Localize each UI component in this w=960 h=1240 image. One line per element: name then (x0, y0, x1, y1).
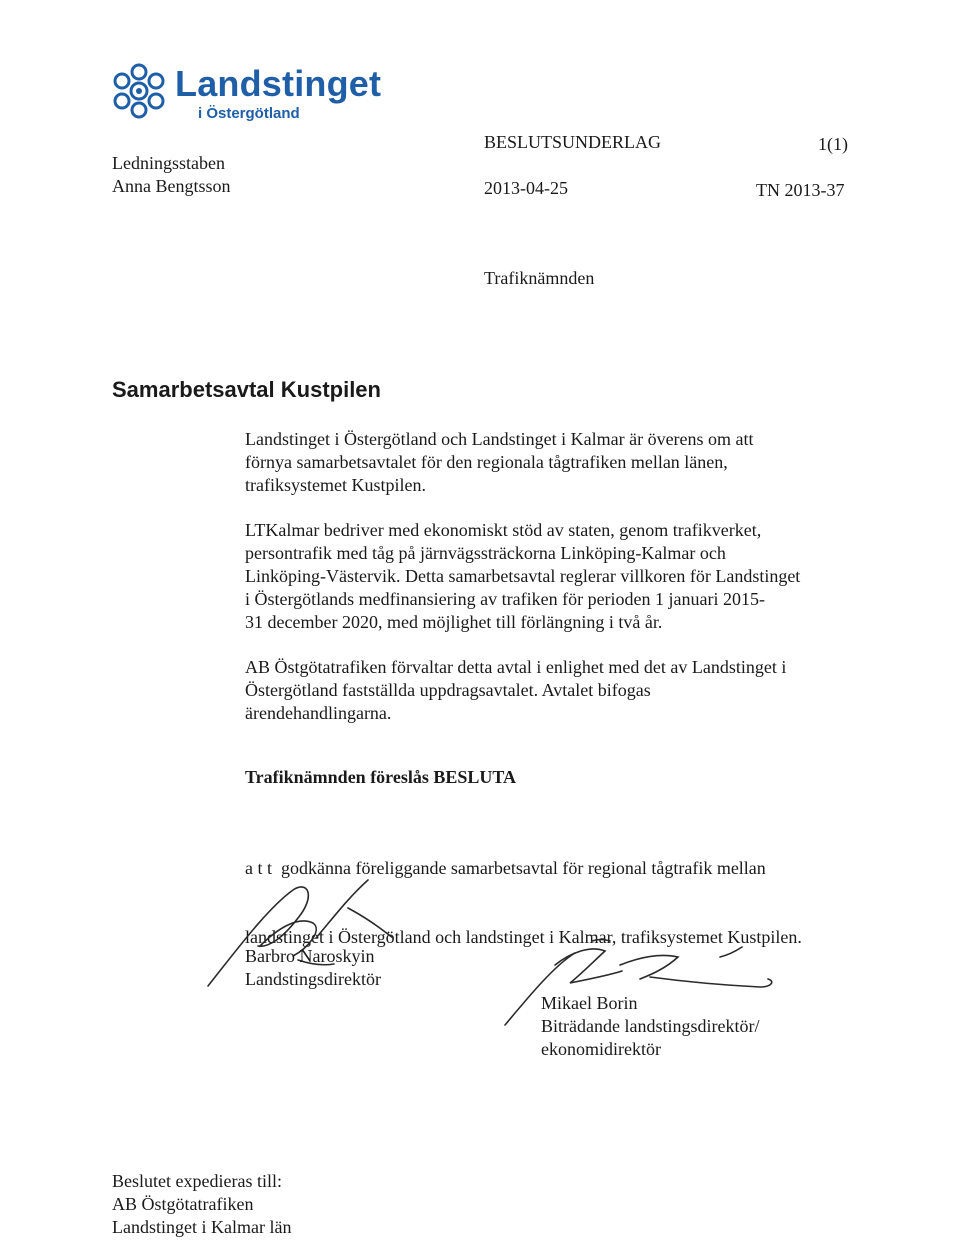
doc-date: 2013-04-25 (484, 178, 568, 198)
signatory-2-title-line-2: ekonomidirektör (541, 1039, 661, 1059)
paragraph-line: persontrafik med tåg på järnvägssträckorna Linköping-Kalmar och (245, 543, 726, 563)
department: Ledningsstaben (112, 153, 225, 173)
paragraph-line: förnya samarbetsavtalet för den regionala tågtrafiken mellan länen, (245, 452, 728, 472)
paragraph-line: Landstinget i Östergötland och Landstinget i Kalmar är överens om att (245, 429, 754, 449)
brand-name: Landstinget (175, 63, 382, 104)
snowflake-emblem-icon (108, 60, 170, 122)
paragraph-line: AB Östgötatrafiken förvaltar detta avtal i enlighet med det av Landstinget i (245, 657, 787, 677)
distribution-recipient: Landstinget i Kalmar län (112, 1217, 292, 1237)
document-title: Samarbetsavtal Kustpilen (112, 377, 381, 402)
paragraph-line: Östergötland fastställda uppdragsavtalet. Avtalet bifogas (245, 680, 651, 700)
page-number: 1(1) (818, 134, 848, 154)
author: Anna Bengtsson (112, 176, 231, 196)
signatory-1-title: Landstingsdirektör (245, 969, 381, 989)
paragraph-line: trafiksystemet Kustpilen. (245, 475, 426, 495)
paragraph-line: ärendehandlingarna. (245, 703, 392, 723)
brand-subtitle: i Östergötland (198, 105, 300, 122)
signatory-2-title-line-1: Biträdande landstingsdirektör/ (541, 1016, 760, 1036)
paragraph-line: LTKalmar bedriver med ekonomiskt stöd av staten, genom trafikverket, (245, 520, 762, 540)
signatory-2-name: Mikael Borin (541, 993, 638, 1013)
paragraph-2 (245, 519, 885, 634)
paragraph-line: 31 december 2020, med möjlighet till förlängning i två år. (245, 612, 663, 632)
paragraph-3 (245, 656, 885, 725)
decision-heading: Trafiknämnden föreslås BESLUTA (245, 767, 517, 787)
signatory-1-name: Barbro Naroskyin (245, 946, 375, 966)
distribution-heading: Beslutet expedieras till: (112, 1171, 282, 1191)
distribution-recipient: AB Östgötatrafiken (112, 1194, 254, 1214)
recipient: Trafiknämnden (484, 268, 595, 288)
paragraph-line: i Östergötlands medfinansiering av trafiken för perioden 1 januari 2015- (245, 589, 766, 609)
paragraph-line: Linköping-Västervik. Detta samarbetsavtal reglerar villkoren för Landstinget (245, 566, 801, 586)
decision-line: a t t godkänna föreliggande samarbetsavtal för regional tågtrafik mellan (245, 858, 766, 878)
reference-number: TN 2013-37 (756, 180, 845, 200)
paragraph-1 (245, 428, 885, 497)
decision-line: landstinget i Östergötland och landstinget i Kalmar, trafiksystemet Kustpilen. (245, 927, 802, 947)
doc-type: BESLUTSUNDERLAG (484, 132, 662, 152)
